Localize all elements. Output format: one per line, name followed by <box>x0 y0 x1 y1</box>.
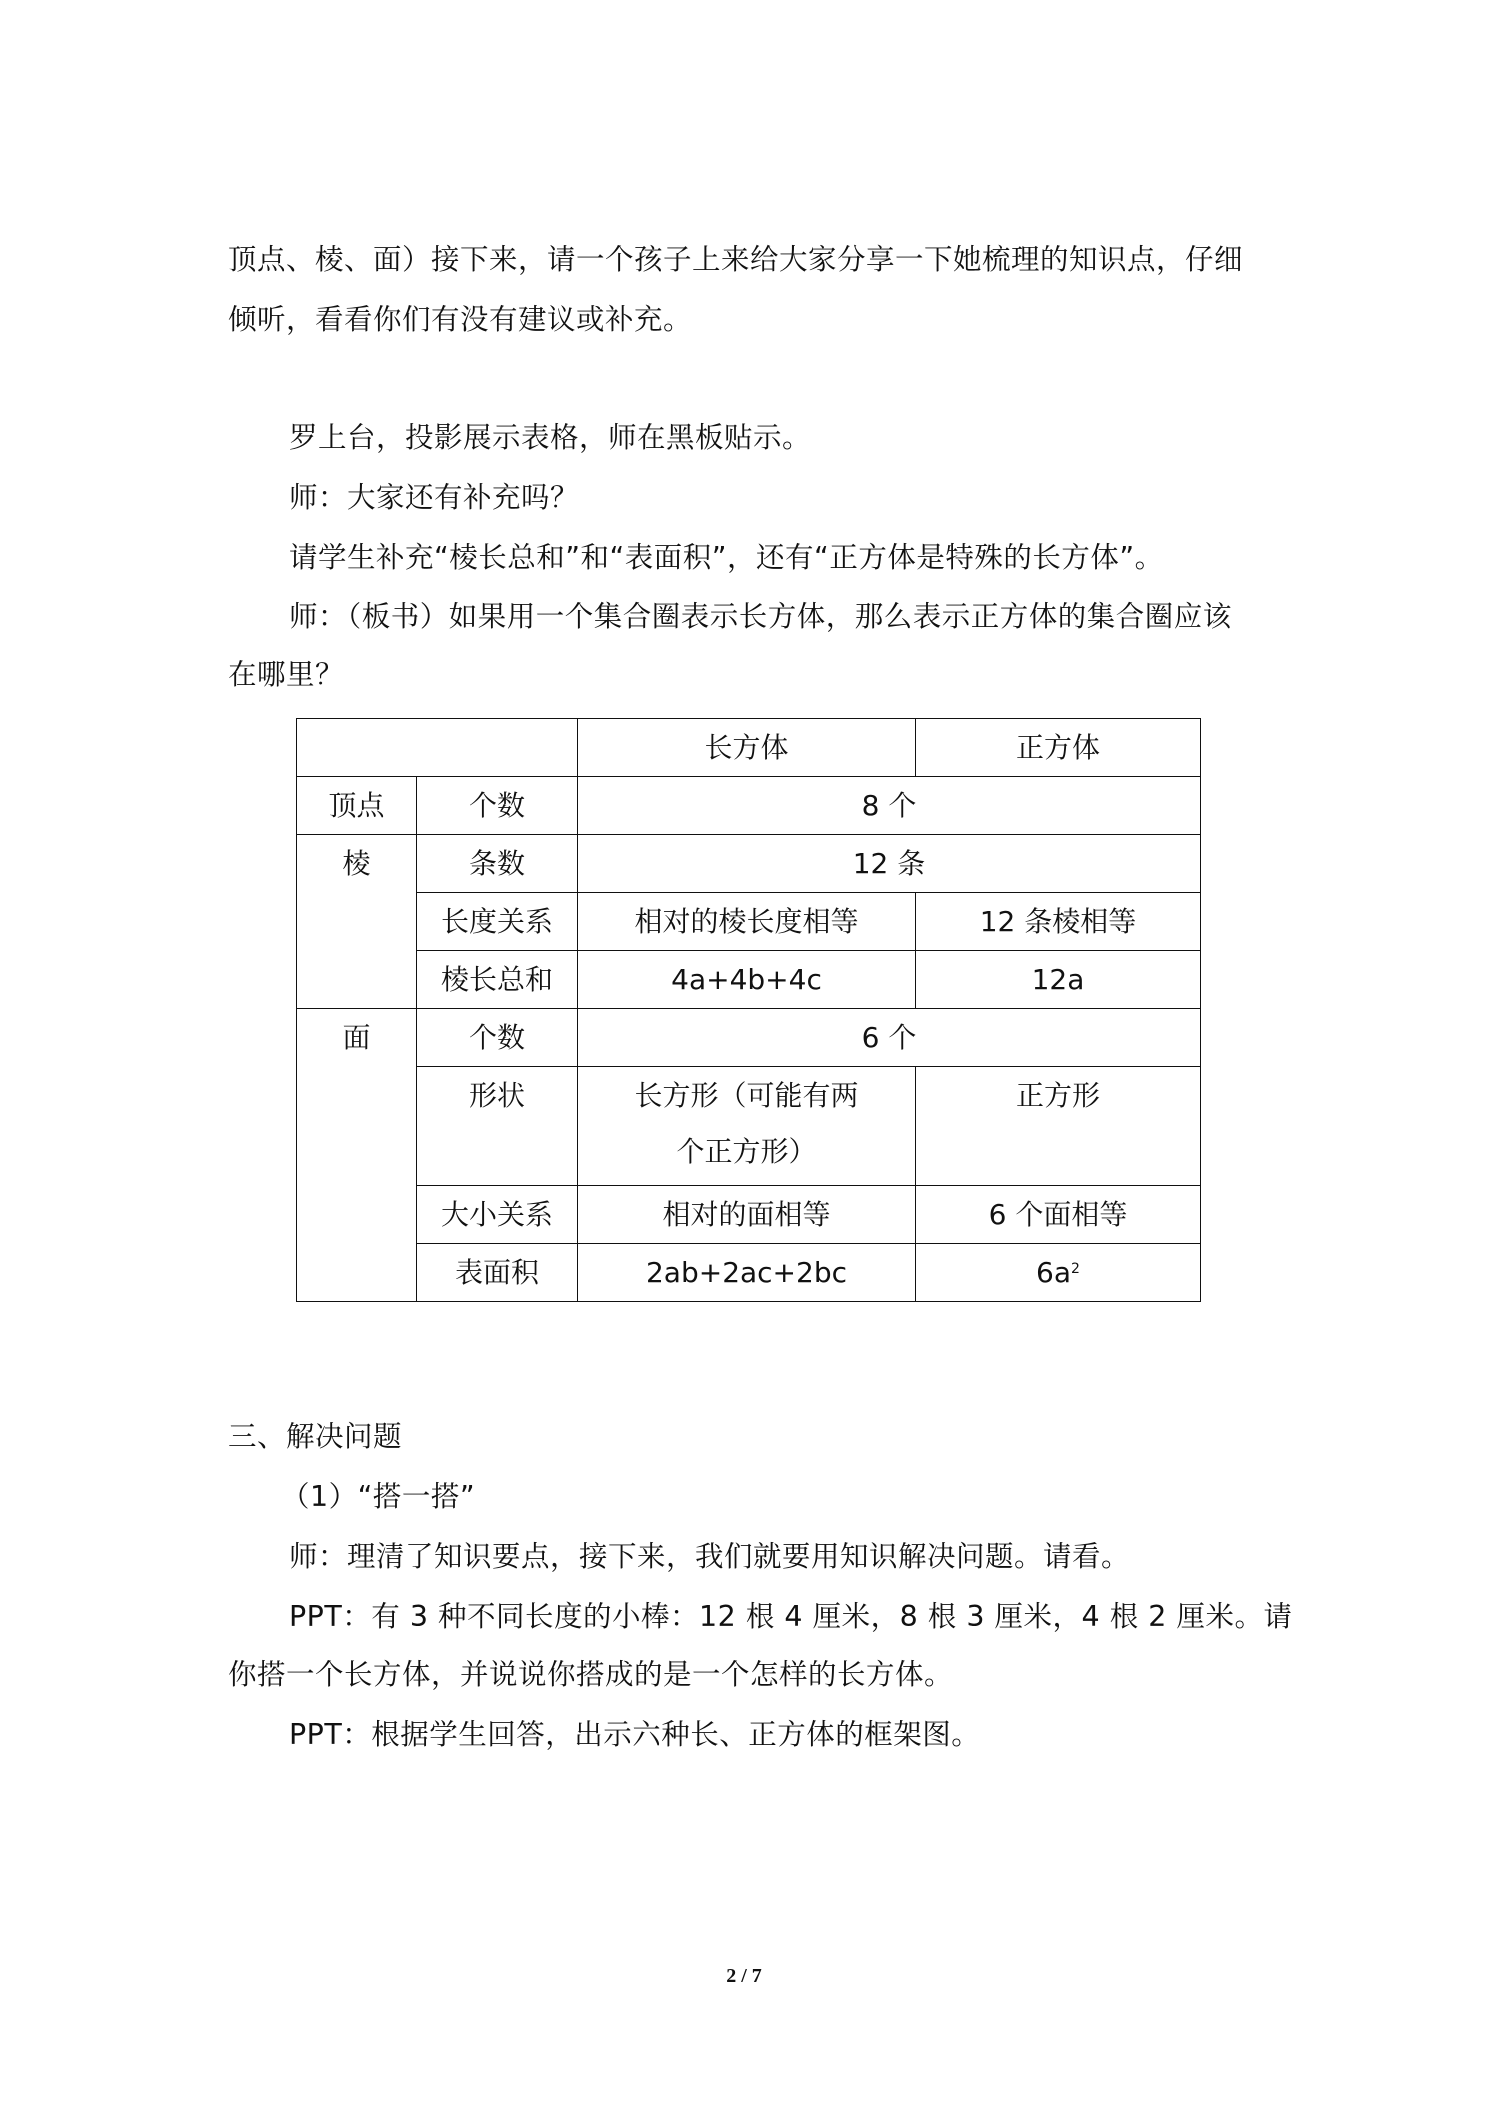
row-label-edge: 棱 <box>297 835 417 1009</box>
table-cell: 12 条 <box>578 835 1201 893</box>
paragraph-line: 师：（板书）如果用一个集合圈表示长方体，那么表示正方体的集合圈应该 <box>289 600 1232 633</box>
table-row <box>297 777 1201 835</box>
table-cell: 正方形 <box>916 1067 1201 1186</box>
property-label: 个数 <box>417 777 578 835</box>
table-cell: 12 条棱相等 <box>916 893 1201 951</box>
table-cell: 2ab+2ac+2bc <box>578 1244 916 1302</box>
cell-text-line: 个正方形） <box>676 1135 817 1168</box>
property-label: 条数 <box>417 835 578 893</box>
table-row <box>297 1244 1201 1302</box>
column-header-cuboid: 长方体 <box>578 719 916 777</box>
column-header-cube: 正方体 <box>916 719 1201 777</box>
paragraph-line: 师：理清了知识要点，接下来，我们就要用知识解决问题。请看。 <box>289 1540 1131 1573</box>
table-cell: 8 个 <box>578 777 1201 835</box>
table-cell: 6 个 <box>578 1009 1201 1067</box>
property-label: 棱长总和 <box>417 951 578 1009</box>
table-cell <box>578 1067 916 1186</box>
page-number: 2 / 7 <box>726 1965 762 1987</box>
section-title: 三、解决问题 <box>228 1420 403 1453</box>
table-row <box>297 1186 1201 1244</box>
property-label: 形状 <box>417 1067 578 1186</box>
table-row <box>297 893 1201 951</box>
cuboid-cube-summary-table <box>296 718 1201 1302</box>
table-cell: 12a <box>916 951 1201 1009</box>
cell-text-line: 长方形（可能有两 <box>634 1079 859 1112</box>
paragraph-line: 在哪里？ <box>228 658 345 691</box>
table-row <box>297 835 1201 893</box>
row-label-vertex: 顶点 <box>297 777 417 835</box>
property-label: 个数 <box>417 1009 578 1067</box>
paragraph-line: 请学生补充“棱长总和”和“表面积”，还有“正方体是特殊的长方体”。 <box>289 541 1164 574</box>
table-cell: 6 个面相等 <box>916 1186 1201 1244</box>
table-row <box>297 951 1201 1009</box>
paragraph-line: PPT：有 3 种不同长度的小棒：12 根 4 厘米，8 根 3 厘米，4 根 2 厘米。请 <box>289 1600 1293 1633</box>
table-cell: 4a+4b+4c <box>578 951 916 1009</box>
paragraph-line: 师：大家还有补充吗？ <box>289 481 580 514</box>
table-cell: 相对的面相等 <box>578 1186 916 1244</box>
paragraph-line: 罗上台，投影展示表格，师在黑板贴示。 <box>289 421 812 454</box>
property-label: 表面积 <box>417 1244 578 1302</box>
paragraph-line: 你搭一个长方体，并说说你搭成的是一个怎样的长方体。 <box>228 1658 954 1691</box>
property-label: 大小关系 <box>417 1186 578 1244</box>
paragraph-line: PPT：根据学生回答，出示六种长、正方体的框架图。 <box>289 1718 981 1751</box>
formula-base: 6a <box>1036 1256 1072 1289</box>
table-row <box>297 719 1201 777</box>
property-label: 长度关系 <box>417 893 578 951</box>
row-label-face: 面 <box>297 1009 417 1302</box>
formula-exponent: 2 <box>1071 1261 1080 1277</box>
paragraph-line: 顶点、棱、面）接下来，请一个孩子上来给大家分享一下她梳理的知识点，仔细 <box>228 243 1244 276</box>
table-cell: 相对的棱长度相等 <box>578 893 916 951</box>
subsection-title: （1）“搭一搭” <box>281 1480 476 1513</box>
table-row <box>297 1067 1201 1186</box>
table-cell-empty <box>297 719 578 777</box>
paragraph-line: 倾听，看看你们有没有建议或补充。 <box>228 303 693 336</box>
table-cell <box>916 1244 1201 1302</box>
table-row <box>297 1009 1201 1067</box>
